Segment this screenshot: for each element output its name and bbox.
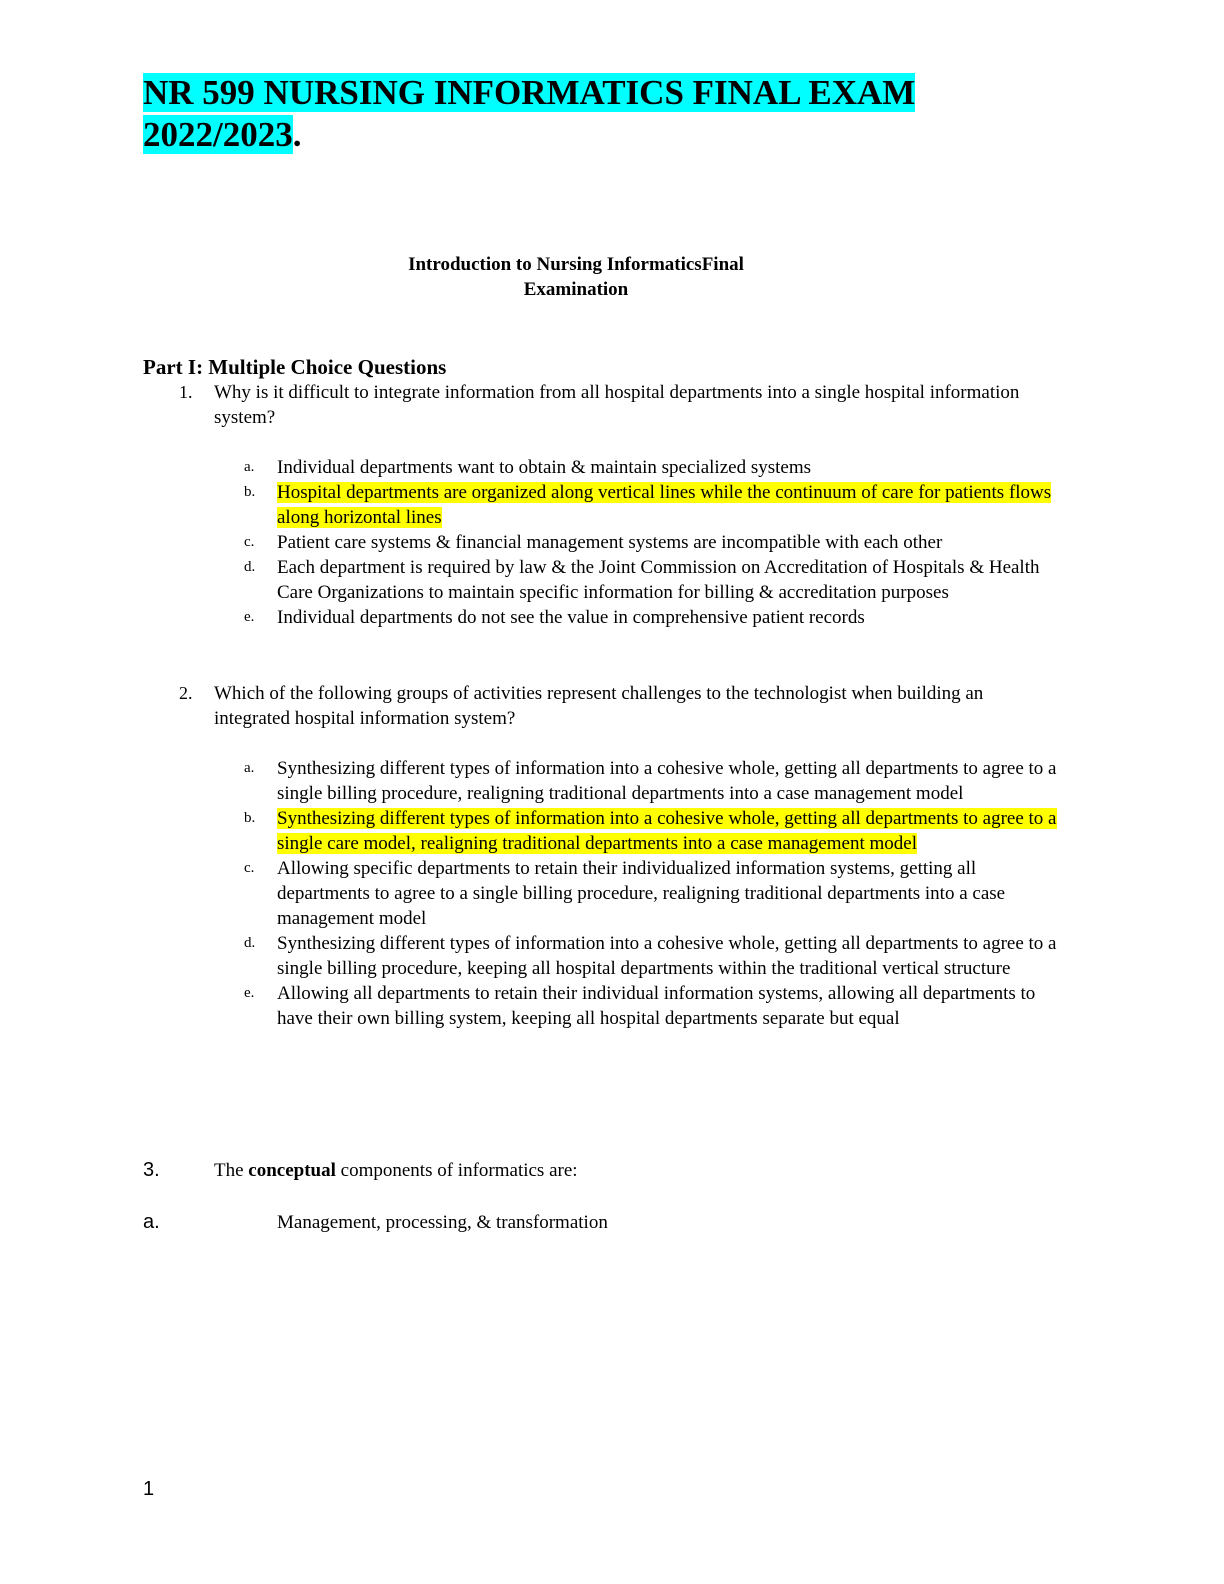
question-text-bold: conceptual <box>248 1160 336 1181</box>
exam-subtitle <box>0 252 1152 302</box>
part-heading: Part I: Multiple Choice Questions <box>143 355 447 379</box>
page-number: 1 <box>143 1478 155 1500</box>
document-title <box>143 72 915 156</box>
title-period: . <box>292 115 302 154</box>
option-text: Management, processing, & transformation <box>277 1212 608 1233</box>
option-e <box>0 605 1224 630</box>
option-d <box>0 555 1224 605</box>
question-2-options <box>0 756 1224 1031</box>
highlighted-answer: Synthesizing different types of information into a cohesive whole, getting all departments to agree to a single care model, realigning traditional departments into a case management model <box>277 808 1057 854</box>
option-text: Patient care systems & financial management systems are incompatible with each other <box>277 532 943 553</box>
option-letter: b. <box>244 810 256 826</box>
option-letter: d. <box>244 559 256 575</box>
subtitle-line-1: Introduction to Nursing InformaticsFinal <box>408 254 744 275</box>
option-text: Synthesizing different types of information into a cohesive whole, getting all departments to agree to a single billing procedure, realigning traditional departments into a case management model <box>277 758 1057 804</box>
option-letter: a. <box>244 760 255 776</box>
option-letter: a. <box>244 459 255 475</box>
highlighted-answer: Hospital departments are organized along vertical lines while the continuum of care for patients flows along horizontal lines <box>277 482 1052 528</box>
option-letter: c. <box>244 860 255 876</box>
option-letter: b. <box>244 484 256 500</box>
option-a <box>0 455 1224 480</box>
question-text <box>214 1158 1054 1183</box>
option-text: Allowing specific departments to retain their individualized information systems, getting all departments to agree to a single billing procedure, realigning traditional departments into a case management model <box>277 858 1006 929</box>
option-letter: d. <box>244 935 256 951</box>
question-text: Which of the following groups of activities represent challenges to the technologist when building an integrated hospital information system? <box>214 683 984 729</box>
title-line-2: 2022/2023 <box>143 115 293 154</box>
option-text: Each department is required by law & the Joint Commission on Accreditation of Hospitals & Health Care Organizations to maintain specific information for billing & accreditation purposes <box>277 557 1040 603</box>
option-b-correct <box>0 480 1224 530</box>
option-text: Allowing all departments to retain their individual information systems, allowing all departments to have their own billing system, keeping all hospital departments separate but equal <box>277 983 1036 1029</box>
option-text: Individual departments do not see the value in comprehensive patient records <box>277 607 865 628</box>
option-e <box>0 981 1224 1031</box>
subtitle-line-2: Examination <box>523 279 629 300</box>
question-text-end: components of informatics are: <box>335 1160 578 1181</box>
option-text: Individual departments want to obtain & maintain specialized systems <box>277 457 811 478</box>
question-number: 2. <box>179 683 193 703</box>
question-text-start: The <box>214 1160 249 1181</box>
option-a <box>0 756 1224 806</box>
option-text: Synthesizing different types of information into a cohesive whole, getting all departments to agree to a single billing procedure, keeping all hospital departments within the traditional vertical structure <box>277 933 1057 979</box>
option-d <box>0 931 1224 981</box>
option-letter: c. <box>244 534 255 550</box>
question-number: 3. <box>143 1159 160 1181</box>
option-c <box>0 856 1224 931</box>
title-line-1: NR 599 NURSING INFORMATICS FINAL EXAM <box>143 73 916 112</box>
question-number: 1. <box>179 382 193 402</box>
question-text: Why is it difficult to integrate information from all hospital departments into a single hospital information system? <box>214 382 1020 428</box>
option-c <box>0 530 1224 555</box>
option-letter: e. <box>244 985 255 1001</box>
question-1-options <box>0 455 1224 630</box>
option-b-correct <box>0 806 1224 856</box>
option-letter: a. <box>143 1211 160 1233</box>
option-letter: e. <box>244 609 255 625</box>
